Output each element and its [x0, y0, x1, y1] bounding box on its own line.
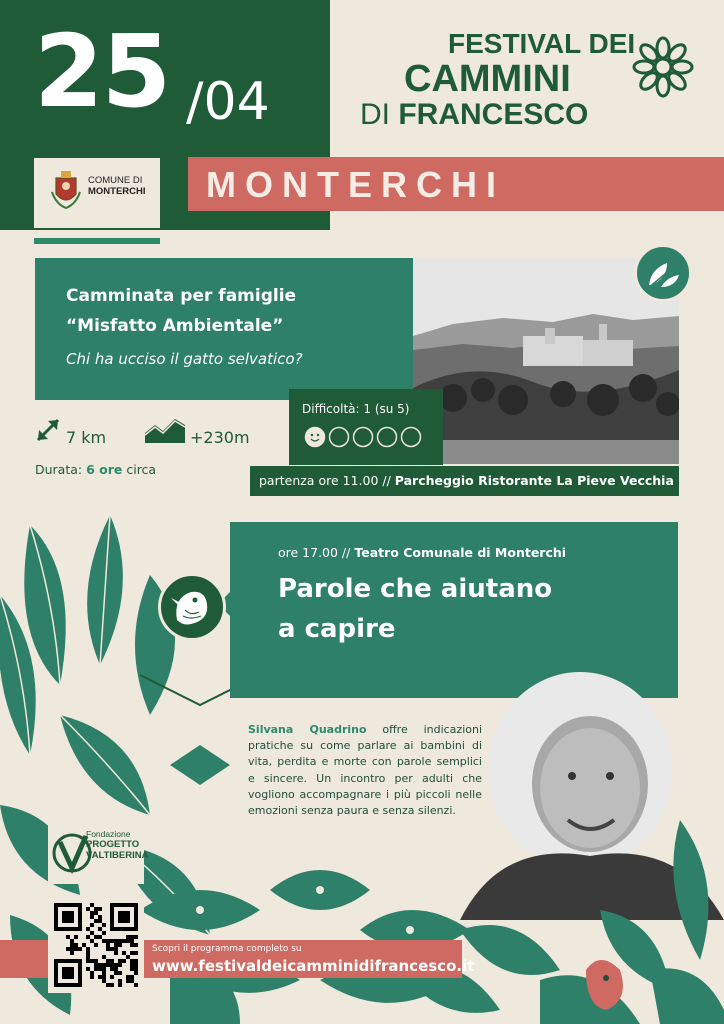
distance-arrows-icon [34, 416, 62, 444]
date-month: /04 [186, 72, 270, 132]
fondazione-line3: VALTIBERINA [86, 849, 149, 861]
difficulty-dot-empty [354, 428, 373, 447]
fondazione-line1: Fondazione [86, 829, 131, 839]
distance-value: 7 km [66, 428, 107, 447]
departure-time: partenza ore 11.00 // [259, 473, 395, 488]
difficulty-dot-empty [330, 428, 349, 447]
date-day: 25 [34, 13, 170, 130]
festival-title-prefix: DI [360, 98, 399, 131]
event2-title-line2: a capire [278, 614, 396, 644]
website-link[interactable]: www.festivaldeicamminidifrancesco.it [152, 957, 475, 975]
comune-name: MONTERCHI [88, 186, 146, 198]
event2-meta [278, 545, 566, 560]
event1-subtitle: Chi ha ucciso il gatto selvatico? [66, 350, 303, 368]
departure-info [259, 473, 674, 488]
elevation-icon [145, 417, 185, 443]
town-name: MONTERCHI [206, 164, 505, 205]
event1-title-line1: Camminata per famiglie [66, 286, 297, 306]
fondazione-name [86, 830, 148, 862]
qr-code[interactable] [48, 897, 144, 993]
difficulty-dot-empty [378, 428, 397, 447]
fondazione-line2: PROGETTO [86, 838, 140, 850]
festival-title-main: FRANCESCO [398, 98, 589, 131]
event2-time: ore 17.00 // [278, 545, 355, 560]
festival-title-line2: CAMMINI [404, 58, 571, 100]
comune-crest-icon [50, 168, 82, 210]
foliage-right-illustration [400, 820, 724, 1024]
difficulty-dot-empty [402, 428, 421, 447]
event2-title-line1: Parole che aiutano [278, 574, 553, 604]
event1-title-line2: “Misfatto Ambientale” [66, 316, 284, 336]
comune-label: COMUNE DI [88, 175, 143, 186]
description-text: offre indicazioni pratiche su come parlare ai bambini di vita, perdita e morte con parole semplici e sincere. Un incontro per adulti che vogliono accompagnare i più piccoli nelle emozioni senza paura e senza silenzi. [248, 723, 483, 818]
departure-place: Parcheggio Ristorante La Pieve Vecchia [394, 473, 674, 488]
difficulty-rating [303, 425, 433, 449]
flower-logo-icon [632, 36, 694, 98]
festival-title-line1: FESTIVAL DEI [448, 28, 636, 59]
qr-code-icon [54, 903, 138, 987]
duration [35, 462, 156, 477]
difficulty-label: Difficoltà: 1 (su 5) [302, 402, 410, 416]
bird-icon [158, 573, 226, 641]
speaker-name: Silvana Quadrino [248, 723, 367, 736]
comune-underline [34, 238, 160, 244]
website-caption: Scopri il programma completo su [152, 944, 302, 954]
difficulty-dot-filled [306, 428, 325, 447]
elevation-value: +230m [190, 428, 250, 447]
event2-place: Teatro Comunale di Monterchi [354, 545, 567, 560]
duration-suffix: circa [122, 462, 157, 477]
duration-prefix: Durata: [35, 462, 87, 477]
festival-title-line3 [360, 100, 588, 130]
duration-value: 6 ore [86, 462, 123, 477]
nature-leaf-icon [634, 244, 692, 302]
